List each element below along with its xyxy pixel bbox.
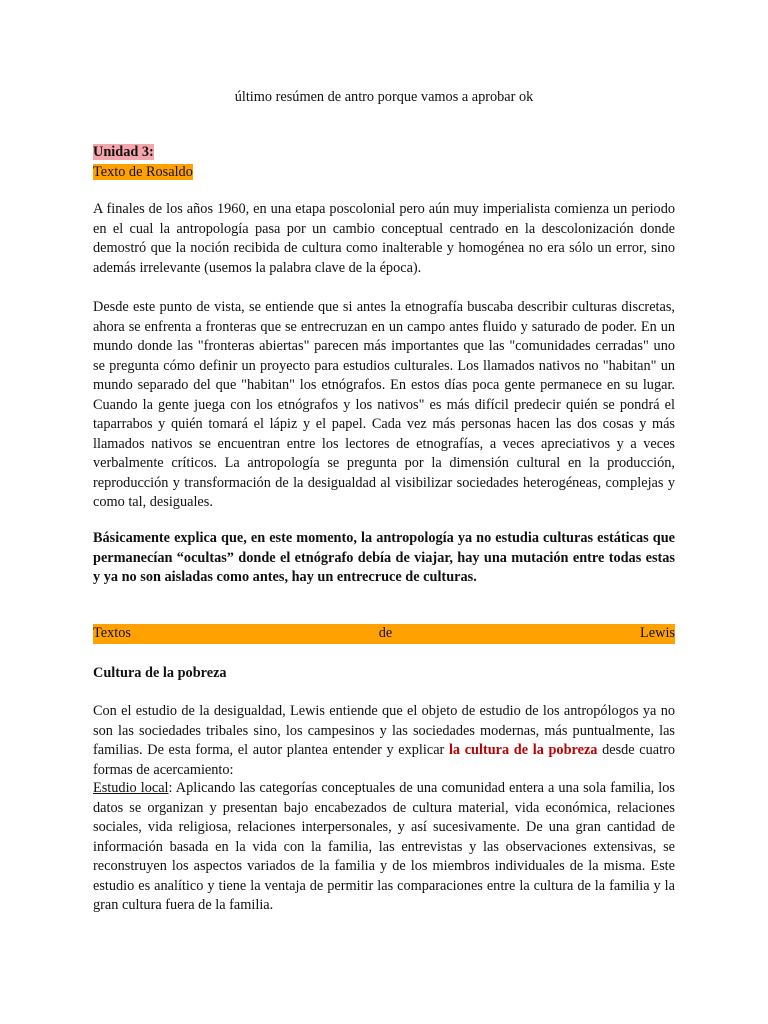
rosaldo-summary-bold: Básicamente explica que, en este momento, la antropología ya no estudia culturas estáticas que permanecían “ocultas” donde el etnógrafo debía de viajar, hay una mutación entre todas estas y ya no son aisladas como antes, hay un entrecruce de culturas. (93, 530, 675, 585)
subheading-cultura-pobreza: Cultura de la pobreza (93, 665, 227, 681)
banner-word-1: Textos (93, 625, 131, 641)
lewis-paragraph-1 (93, 702, 675, 780)
lewis-p1-end: desde cuatro formas de acercamiento: (93, 742, 676, 778)
estudio-local-text: : Aplicando las categorías conceptuales de una comunidad entera a una sola familia, los datos se organizan y presentan bajo encabezados de cultura material, vida económica, relaciones sociales, vida religiosa, relaciones interpersonales, y así sucesivamente. De una gran cantidad de información basada en la vida con la familia, las entrevistas y las observaciones extensivas, se reconstruyen los aspectos variados de la familia y de los miembros individuales de la misma. Este estudio es analítico y tiene la ventaja de permitir las comparaciones entre la cultura de la familia y la gran cultura fuera de la familia. (93, 780, 675, 913)
rosaldo-heading: Texto de Rosaldo (93, 163, 193, 180)
lewis-banner (93, 624, 675, 644)
rosaldo-paragraph-1: A finales de los años 1960, en una etapa poscolonial pero aún muy imperialista comienza un periodo en el cual la antropología pasa por un cambio conceptual centrado en la descolonización donde demostró que la noción recibida de cultura como inalterable y homogénea no era sólo un error, sino además irrelevante (usemos la palabra clave de la época). (93, 201, 675, 276)
cultura-pobreza-highlight: la cultura de la pobreza (448, 742, 598, 758)
unit-block (93, 143, 193, 182)
rosaldo-paragraph-2: Desde este punto de vista, se entiende que si antes la etnografía buscaba describir culturas discretas, ahora se enfrenta a fronteras que se entrecruzan en un campo antes fluido y saturado de poder. En un mundo donde las "fronteras abiertas" parecen más importantes que las "comunidades cerradas" uno se pregunta cómo definir un proyecto para estudios culturales. Los llamados nativos no "habitan" un mundo separado del que "habitan" los etnógrafos. En estos días poca gente permanece en su lugar. Cuando la gente juega con los etnógrafos y los nativos" es más difícil predecir quién se pondrá el taparrabos y quién tomará el lápiz y el papel. Cada vez más personas hacen las dos cosas y más llamados nativos se encuentran entre los lectores de etnografías, a veces apreciativos y a veces verbalmente críticos. La antropología se pregunta por la dimensión cultural en la producción, reproducción y transformación de la desigualdad al visibilizar sociedades heterogéneas, complejas y como tal, desiguales. (93, 299, 675, 510)
banner-word-2: de (378, 625, 393, 641)
lewis-p1-start: Con el estudio de la desigualdad, Lewis entiende que el objeto de estudio de los antropólogos ya no son las sociedades tribales sino, los campesinos y las sociedades modernas, más puntualmente, las familias. De esta forma, el autor plantea entender y explicar (93, 703, 675, 758)
lewis-paragraph-2 (93, 779, 675, 916)
banner-word-3: Lewis (640, 625, 675, 641)
document-title: último resúmen de antro porque vamos a aprobar ok (234, 89, 534, 105)
estudio-local-label: Estudio local (93, 780, 169, 796)
unit-label: Unidad 3: (93, 144, 154, 160)
